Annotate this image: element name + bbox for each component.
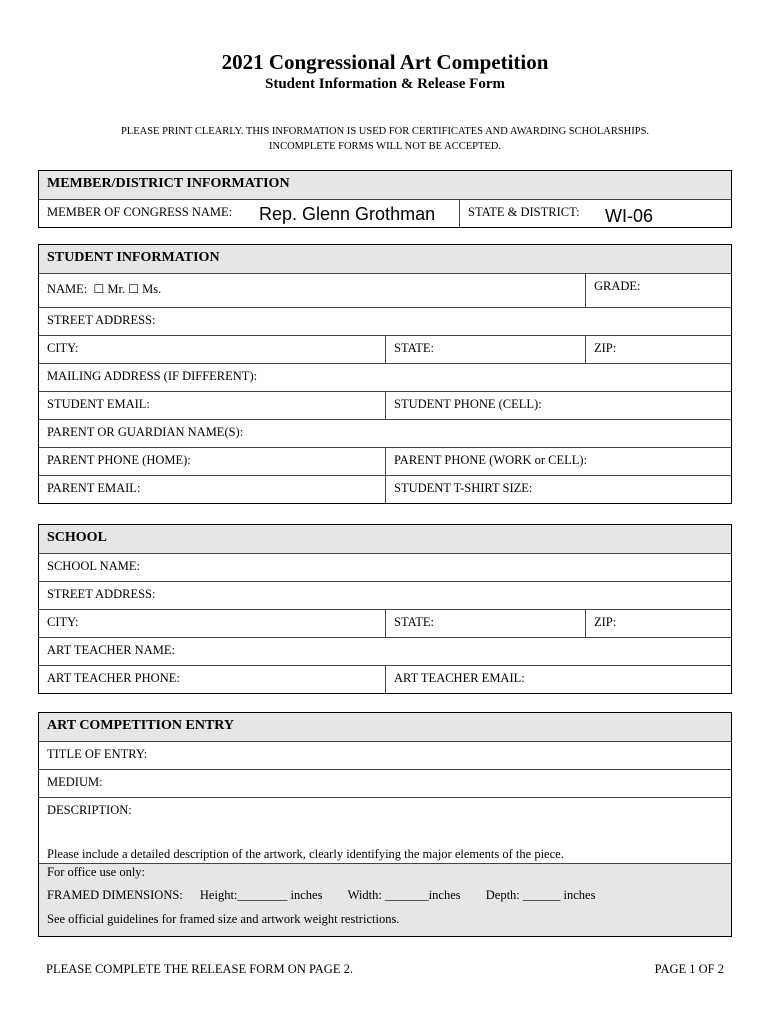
student-phone-label: STUDENT PHONE (CELL): xyxy=(394,397,542,411)
teacher-phone-label: ART TEACHER PHONE: xyxy=(47,671,180,685)
student-street-row xyxy=(39,307,731,335)
grade-label: GRADE: xyxy=(594,279,641,293)
ms-label: Ms. xyxy=(142,282,162,296)
student-zip-label: ZIP: xyxy=(594,341,617,355)
entry-description-label: DESCRIPTION: xyxy=(47,803,132,817)
height-field[interactable]: Height:________ inches xyxy=(199,888,323,902)
student-street-field[interactable] xyxy=(39,308,731,335)
member-name-field[interactable] xyxy=(39,200,459,227)
teacher-name-field[interactable] xyxy=(39,638,731,665)
student-name-field[interactable] xyxy=(39,274,585,307)
school-state-field[interactable] xyxy=(385,610,585,637)
student-city-label: CITY: xyxy=(47,341,79,355)
member-row xyxy=(39,199,731,227)
school-zip-label: ZIP: xyxy=(594,615,617,629)
parent-email-field[interactable] xyxy=(39,476,385,503)
page-number: PAGE 1 OF 2 xyxy=(654,962,724,976)
parent-home-phone-field[interactable] xyxy=(39,448,385,475)
notice-line-2: INCOMPLETE FORMS WILL NOT BE ACCEPTED. xyxy=(269,141,501,152)
mailing-address-label: MAILING ADDRESS (IF DIFFERENT): xyxy=(47,369,258,383)
member-name-label: MEMBER OF CONGRESS NAME: xyxy=(47,205,233,219)
student-contact-row xyxy=(39,391,731,419)
parent-home-phone-label: PARENT PHONE (HOME): xyxy=(47,453,191,467)
depth-field[interactable]: Depth: ______ inches xyxy=(485,888,596,902)
entry-description-row xyxy=(39,797,731,863)
width-field[interactable]: Width: _______inches xyxy=(347,888,461,902)
member-heading: MEMBER/DISTRICT INFORMATION xyxy=(47,176,290,191)
student-email-field[interactable] xyxy=(39,392,385,419)
student-name-label: NAME: xyxy=(47,282,88,296)
student-heading-row xyxy=(39,245,731,273)
entry-title-label: TITLE OF ENTRY: xyxy=(47,747,148,761)
mr-checkbox[interactable]: ☐ xyxy=(93,282,105,296)
mailing-address-field[interactable] xyxy=(39,364,731,391)
parent-work-phone-field[interactable] xyxy=(385,448,731,475)
entry-title-field[interactable] xyxy=(39,742,731,769)
teacher-contact-row xyxy=(39,665,731,693)
school-name-row xyxy=(39,553,731,581)
guardian-name-label: PARENT OR GUARDIAN NAME(S): xyxy=(47,425,244,439)
state-district-label: STATE & DISTRICT: xyxy=(468,205,580,219)
mailing-row xyxy=(39,363,731,391)
entry-description-hint: Please include a detailed description of the artwork, clearly identifying the major elements of the piece. xyxy=(47,847,564,861)
student-city-field[interactable] xyxy=(39,336,385,363)
mr-label: Mr. xyxy=(107,282,126,296)
parent-email-row xyxy=(39,475,731,503)
parent-work-phone-label: PARENT PHONE (WORK or CELL): xyxy=(394,453,588,467)
member-heading-row xyxy=(39,171,731,199)
entry-medium-label: MEDIUM: xyxy=(47,775,103,789)
student-email-label: STUDENT EMAIL: xyxy=(47,397,150,411)
guardian-name-field[interactable] xyxy=(39,420,731,447)
teacher-phone-field[interactable] xyxy=(39,666,385,693)
student-state-field[interactable] xyxy=(385,336,585,363)
student-phone-field[interactable] xyxy=(385,392,731,419)
student-section xyxy=(38,244,732,504)
footer-instruction: PLEASE COMPLETE THE RELEASE FORM ON PAGE 2. xyxy=(46,962,353,976)
entry-heading: ART COMPETITION ENTRY xyxy=(47,718,235,733)
parent-phone-row xyxy=(39,447,731,475)
school-street-row xyxy=(39,581,731,609)
teacher-name-row xyxy=(39,637,731,665)
school-heading: SCHOOL xyxy=(47,530,107,545)
parent-email-label: PARENT EMAIL: xyxy=(47,481,141,495)
school-city-row xyxy=(39,609,731,637)
school-heading-row xyxy=(39,525,731,553)
teacher-email-field[interactable] xyxy=(385,666,731,693)
guardian-row xyxy=(39,419,731,447)
state-district-value: WI-06 xyxy=(605,206,654,226)
school-street-label: STREET ADDRESS: xyxy=(47,587,156,601)
framed-dimensions-label: FRAMED DIMENSIONS: xyxy=(47,888,183,902)
ms-checkbox[interactable]: ☐ xyxy=(128,282,140,296)
framed-dimensions-line xyxy=(47,888,595,903)
tshirt-size-field[interactable] xyxy=(385,476,731,503)
guidelines-note: See official guidelines for framed size and artwork weight restrictions. xyxy=(47,912,400,926)
student-zip-field[interactable] xyxy=(585,336,731,363)
office-use-label: For office use only: xyxy=(47,865,146,879)
school-city-label: CITY: xyxy=(47,615,79,629)
entry-medium-row xyxy=(39,769,731,797)
entry-section xyxy=(38,712,732,937)
school-section xyxy=(38,524,732,694)
state-district-field[interactable] xyxy=(459,200,731,227)
school-name-label: SCHOOL NAME: xyxy=(47,559,140,573)
teacher-email-label: ART TEACHER EMAIL: xyxy=(394,671,525,685)
entry-medium-field[interactable] xyxy=(39,770,731,797)
form-notice xyxy=(0,124,770,154)
student-state-label: STATE: xyxy=(394,341,434,355)
form-title: 2021 Congressional Art Competition xyxy=(221,50,549,74)
student-city-row xyxy=(39,335,731,363)
school-street-field[interactable] xyxy=(39,582,731,609)
member-section xyxy=(38,170,732,228)
student-name-row xyxy=(39,273,731,307)
tshirt-size-label: STUDENT T-SHIRT SIZE: xyxy=(394,481,533,495)
grade-field[interactable] xyxy=(585,274,731,307)
office-use-block xyxy=(39,863,731,936)
entry-heading-row xyxy=(39,713,731,741)
school-city-field[interactable] xyxy=(39,610,385,637)
student-heading: STUDENT INFORMATION xyxy=(47,250,220,265)
notice-line-1: PLEASE PRINT CLEARLY. THIS INFORMATION IS USED FOR CERTIFICATES AND AWARDING SCHOLARSHIPS. xyxy=(120,126,650,137)
form-subtitle: Student Information & Release Form xyxy=(265,76,505,92)
school-name-field[interactable] xyxy=(39,554,731,581)
teacher-name-label: ART TEACHER NAME: xyxy=(47,643,175,657)
member-name-value: Rep. Glenn Grothman xyxy=(259,204,436,224)
school-zip-field[interactable] xyxy=(585,610,731,637)
school-state-label: STATE: xyxy=(394,615,434,629)
student-street-label: STREET ADDRESS: xyxy=(47,313,156,327)
entry-title-row xyxy=(39,741,731,769)
entry-description-field[interactable] xyxy=(39,798,731,863)
